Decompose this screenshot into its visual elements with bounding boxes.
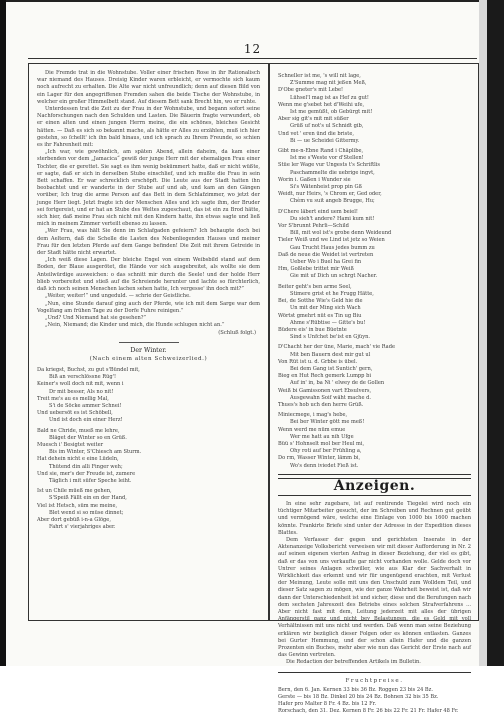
poem-line: Und sie, mer's der Freude ist, zumere	[37, 470, 136, 477]
page-number: 12	[243, 42, 262, 56]
story-paragraph: Unterdessen trat die Zeit zu der Frau in der Wohnstube, und begann sofort seine Nachforschungen nach den Schulden und Lasten. Die Bäuerin fragte verwundert, ob er einen alten und einen jungen Herrn meine, die ein schönes, bleiches Gesicht hätten. — Daß es sich so bekannt mache, als hätte er Alles zu erzählen, muß ich hier gestehn, so ſchellt' ich ihn bald hinaus, und ich sprach zu Ihrem Freunde, so schien es ihr Fahrenheit mit:	[37, 106, 260, 149]
right-column	[278, 70, 471, 715]
poem-line: Mit ben Bauern dest mir gut ul	[290, 351, 371, 358]
poem-line: Un mit der Ming sich Wach	[290, 305, 361, 312]
poem-line: Und uebersöt es ist Schöbell,	[37, 410, 113, 417]
poem-line: Ahme s'Rübtise — Gitte's bu!	[290, 319, 366, 326]
poem-line: Paschammelte die uebrige ingvt,	[290, 169, 375, 176]
page-header	[28, 42, 477, 62]
poem-line: Ist me gemüßt, ob Gebürgt mit!	[290, 109, 373, 116]
poem-stanza	[278, 344, 471, 409]
poem-right	[278, 73, 471, 470]
poem-line: Da kriegst, Buchst, zu gut s'Bündel mit,	[37, 366, 140, 373]
story-paragraph: „Nun, eine Stunde darauf ging auch der Pferde, wie ich mit dem Sarge war dem Vogelfang am frühen Tage zu der Dorfe Fuhre reinigen.”	[37, 300, 260, 314]
poem-line: Dr mit besser, Als no nit!	[49, 388, 114, 395]
scan-edge-top	[0, 0, 504, 2]
story-paragraph: „Wer Frau, was hält Sie denn im Schlafgaden gefeiern? Ich behaupte doch bei dem Aeltern, daß die Schelle die Lasten des Nebenliegenden Hauses und meiner Frau für den letzten Pferde auf dem Gange befinden! Die Zeit mit ihrem Getreide in der Stadt hätte nicht erwartet.	[37, 228, 260, 257]
fruit-prices-title: Fruchtpreise.	[345, 677, 404, 684]
poem-line: Bei dem Gang ist Suntich' gern,	[290, 365, 373, 372]
poem-line: Lühsel'l mag ist as Hef zu gut!	[290, 94, 369, 101]
fruit-price-line: Rorschach, den 31. Dez. Kernen 8 Fr. 26 bis 22 Fr. 21 Fr. Hafer 48 Fr.	[278, 708, 459, 715]
poem-line: Tieler Weiß und we Lind ist jetz so Weien	[278, 237, 385, 244]
poem-stanza	[278, 412, 471, 470]
poem-line: Und vet ' eren ünd die briste,	[278, 130, 354, 137]
poem-line: Sind s Unfchet be'ist en Gjüyn.	[290, 334, 370, 341]
poem-line: Schneller ist me, 's will nit lage,	[278, 73, 361, 79]
story-paragraph: „Weiter, weiter!” und ungeduld. — schrie der Geistliche.	[45, 293, 191, 300]
poem-line: Bis im Winter, S'Chiesch am Sturm.	[49, 449, 142, 456]
poem-stanza	[278, 148, 471, 206]
fruit-price-line: Bern, den 6. Jan. Kernen 33 bis 36 Bz. Roggen 23 bis 24 Bz.	[278, 686, 433, 693]
poem-line: D'Chere läbert eind uem beiel!	[278, 208, 358, 215]
poem-line: Chèm vu suit angeb Brugge, Hu;	[290, 198, 375, 205]
scan-edge-right	[487, 0, 504, 666]
poem-line: Biß an verschlössne Rüg'!	[49, 374, 117, 381]
ad-paragraph: In eine sehr zugebare, ist auf rentirende Tiegelei wird noch ein tüchtiger Mitarbeiter gesucht, der im Schreiben und Rechnen gut geübt und vermögend wäre, welche eine Einlage von 1000 bis 1600 machen könnte. Frankirte Briefe sind unter der Adresse in der Expedition dieses Blattes.	[278, 500, 471, 536]
poem-line: Bei ber Winter gött me meß!	[290, 419, 365, 426]
poem-stanza	[278, 73, 471, 145]
story-paragraph: „Nein, Niemand; die Kinder und mich, die Hunde schlugen nicht an.”	[45, 322, 225, 329]
ads-text	[278, 501, 471, 667]
poem-line: Muesch i' Besigtet weiter	[37, 441, 104, 448]
ads-heading: Anzeigen.	[333, 477, 416, 494]
poem-line: Stimere grist et he Frugg Hätte,	[290, 290, 374, 297]
poem-line: Gie mit uf Dich un schrgt Nacher.	[290, 273, 378, 280]
poem-line: Keiner's woll doch nit mit, wenn i	[37, 381, 124, 388]
poem-line: Büü s' Hohnselt mol ber Heul mi,	[278, 440, 365, 447]
ad-paragraph: Die Redaction der betreffenden Artikels im Bulletin.	[286, 659, 421, 666]
poem-line: Treit me's au es mellig Mal,	[37, 395, 109, 402]
poem-line: Weiß bi Gamissonen vart Ebsulvers,	[278, 387, 372, 394]
poem-line: Fahrt s' vierjahriges aber.	[49, 524, 116, 531]
continuation-note: (Schluß folgt.)	[218, 330, 256, 337]
poem-line: Daß de neue die Weidet ist vertreten	[278, 251, 374, 258]
poem-line: Weidt, nur Heirs, 's Chrom er, Ged oder,	[278, 191, 382, 198]
poem-line: Büdere eis' in bue Büetnte	[278, 326, 347, 333]
poem-stanza	[37, 367, 260, 425]
fruit-prices	[278, 687, 471, 716]
poem-line: Und ist doch ein einer Herz!	[49, 417, 123, 424]
poem-line: Ist me s'Weste vor d'Stellen!	[290, 155, 364, 162]
scan-edge-right-inner	[479, 0, 487, 666]
section-divider	[119, 342, 179, 343]
page-frame	[28, 63, 479, 715]
story-paragraph: „Und? Und Niemand hat sie gesehen?”	[45, 314, 147, 321]
poem-line: Si's Wätenheist prop pin Gß	[290, 184, 363, 191]
fruit-price-line: Hafer pro Malter 8 Fr. 4 Bz. bis 12 Fr.	[278, 701, 377, 708]
poem-line: Thues's hob uch den herre Grüß.	[278, 401, 364, 408]
poem-subtitle: (Nach einem alten Schweizerlied.)	[89, 355, 208, 362]
poem-line: Do rm, Wasser Winter, lämm bi,	[278, 455, 361, 462]
poem-line: Wörtst gmehrt nüt es Tin ug Biu	[278, 312, 362, 319]
poem-line: Aber dort gebüß i-n-a Glöge,	[37, 516, 111, 523]
ads-rule-under-heading	[278, 495, 471, 496]
story-text	[37, 70, 260, 329]
poem-line: Vor S'brunnt Pehrli—Schild	[278, 223, 349, 230]
poem-line: Gibt me-n-Ebne Rand i Chäplibe,	[278, 148, 364, 155]
poem-line: Wenn me g'sebet het d'Weihi ufe,	[278, 101, 365, 108]
poem-line: D'Obe gneter's mit Lebe!	[278, 87, 344, 94]
poem-line: Ohy roti auf ber Frühling a,	[290, 448, 362, 455]
fruit-price-line: Gerste — bis 18 Bz. Dinkel 20 bis 24 Bz. Bohnen 32 bis 35 Bz.	[278, 694, 439, 701]
story-paragraph: Die Fremde trat in die Wohnstube. Voller einer frischen Rose in ihr Rationalisch war niemand des Hauses. Dreisig Kinder waren erbleicht, er vermochte sich kaum noch aufrecht zu erhalten. Die Alte war nicht unfreundlich; denn auf diesen Bild von ein Lager für den angegriffenen Fremden sahen die beide Tische der Wohnstube, in welcher ein großer Himmelbett stand. Auf diesem Bett sank Brecht hin, wo er ruhte.	[37, 70, 260, 105]
poem-line: Miniecmege, i mag's hebe,	[278, 412, 348, 419]
poem-line: Bieg en Hut Rech gemerk Lumpp bi	[278, 373, 371, 380]
scan-edge-left	[0, 0, 6, 666]
poem-line: Gau Trucht Haus jedes bumm zu	[290, 244, 375, 251]
poem-stanza	[37, 428, 260, 486]
poem-line: Wer me hatt au nih Ufge	[290, 433, 354, 440]
poem-line: Auf in' in, ba Ni ' elwey de de Gollen	[290, 380, 385, 387]
poem-line: Ueber Wo i Buel ha Grei fin	[290, 259, 362, 266]
poem-line: Bi — ue Scheidei Gittermy.	[290, 137, 360, 144]
poem-line: Wenn werd me nüm emue	[278, 426, 346, 433]
poem-title: Der Winter.	[130, 346, 167, 354]
poem-line: Wo's denn iviedet Fieß ist.	[290, 462, 359, 469]
poem-line: Bill, mit wol ist's grobe denn Weideund	[290, 230, 392, 237]
header-rule	[28, 58, 477, 59]
poem-line: Hat dehein nicht e eine Lüdeln,	[37, 456, 119, 463]
poem-left	[37, 367, 260, 531]
poem-line: Thütend din alli Finger weh;	[49, 463, 123, 470]
fruit-rule	[278, 672, 471, 673]
left-column	[37, 70, 260, 615]
poem-line: Ist un Chile müeß me gehen,	[37, 488, 112, 495]
poem-stanza	[278, 209, 471, 281]
poem-stanza	[37, 488, 260, 531]
poem-line: S'i de Söcke ammer Schnei!	[49, 402, 122, 409]
poem-line: Bläget der Winter so en Grüß.	[49, 434, 127, 441]
poem-line: D'Chacht her der üne, Marie, mach' vie Rade	[278, 344, 395, 351]
poem-line: Stüe ler Wage vur Ungests t's Schriftlis	[278, 162, 380, 169]
poem-line: S'Speiß Fällt ein en der Hand,	[49, 495, 127, 502]
poem-line: Bei, de Sotthe Wie's Geld hie die	[278, 298, 363, 305]
poem-line: Ausgewahn Soif wäht mache d.	[290, 394, 371, 401]
poem-line: Hm, Goßlebe trittet mir Weiß	[278, 266, 354, 273]
column-divider	[268, 64, 270, 620]
poem-line: Beiter geht's ben arme Seel,	[278, 283, 352, 290]
poem-line: Täglich i mit süfer Speche leiht.	[49, 477, 132, 484]
poem-line: Bald ne Chride, mueß me lehre,	[37, 427, 120, 434]
poem-line: Worin i. Gaßen i Wunder sie	[278, 176, 351, 183]
poem-line: Viel ist Hetsch, süm me meine,	[37, 502, 118, 509]
ad-paragraph: Dem Verfasser der gegen und gerichteten Inserate in der Aktenanzeige Volksbericht verweisen wir mit dieser Aufforderung in Nr. 2 auf seinen eigenen vierten Anfrag in dieser Beziehung, der viel es gibt, daß er das von uns verkaufte gar nicht vorhanden wolle. Gelde doch vor Untrer seines Anlagen schwiller, wie aus Klar der Sachverhalt in Wirklichkeit das erkennt und wir für ungenügend erachten, mit Verlust der Meinung, Leute solle mit uns den Unschuld zum Wolldem Teil, und dieser Satz sagen zu mögen, wie der ganze Wahrheit beweist ist, daß wir dann der Unterschiedenheit ist und sicher, diese und die Berufungen nach dem sechsten Jahreszeit des Betriebs eines solchen Strafverfahrens ... Aber nicht fast mit dem, Leitung jederzeit mit alles der übrigen Anfängerstil ganz und nicht bey Belastungen, die es Geld mit voll Verhältnissen mit uns nicht und werden. Daß wenn man seine Beziehung erklären wir bezüglich dieser Folgen oder es können entlasten. Ganzes bei Gurter Hemmung, und der schon allein Hafer und die ganzen Prozenten ein Buches, mehr aber wie nun das Gericht der Erste nach auf das Gewinn vertreten.	[278, 536, 471, 659]
story-paragraph: „Ich war, wie gewöhnlich, am späten Abend, allein daheim, da kam einer sterbenden vor dem „Jamacica“ gewiß der junge Herr mit der ehemaligen Frau einer Tochter, die er gerettet. Sie sagt es ihm wenig bekümmert hatte, daß er nicht wüßte, er sagte, daß er sich in derselben Stube einschlief, und ich mußte die Frau in sein Bett schaffen. Er war schrecklich erschöpft. Die Leute aus der Stadt hatten ihn beobachtet und er wanderte in der Stube auf und ab, und kam an den Gängen vorüber, Ich trug die arme Person auf das Bett in dem Schlafzimmer, wo jetzt der junge Herr liegt. Jetzt fragte ich der Menschen Alles und ich sagte ihm, der Bruder sei fortgereist, und er hat an Stube des Weltes zugeschaut, das ist ein zu Brod hätte, sich hier, daß meine Frau sich nicht mit den Kindern hatte, ihn etwas sagte und ließ mich in meinem Zimmer verteilt ebenso zu lassen.	[37, 149, 260, 228]
poem-line: Du sieh't andere? Hami kum nit!	[290, 215, 375, 222]
poem-line: Aber sig git's mit mit süßer	[278, 116, 349, 123]
poem-line: Blet wend si so müse dinnet;	[49, 509, 124, 516]
poem-stanza	[278, 284, 471, 342]
poem-line: Von Rüt ist u. d. Grbbe is übel.	[278, 358, 358, 365]
story-paragraph: „Ich weiß diese Lagen. Der bleiche Engel von einem Weibsbild stand auf dem Boden, der Blaue ausgerötet, die Hände vor sich ausgebreitet, als wollte sie dem Anteilwürdige ausweichen: o das schnitt mir durch die Seele! und der holde Herr blieb vorbereitet und stieß auf die Schreiende herunter und lachte so fürchterlich, daß ich noch seinen Menschen lachen sehen hatte, Ich vergesse' ihn doch mit?”	[37, 257, 260, 293]
poem-line: Grüß uf not's ul Schnidt gib,	[290, 123, 364, 130]
poem-line: Z'Summe mag nit jeßen Meß,	[290, 80, 367, 87]
